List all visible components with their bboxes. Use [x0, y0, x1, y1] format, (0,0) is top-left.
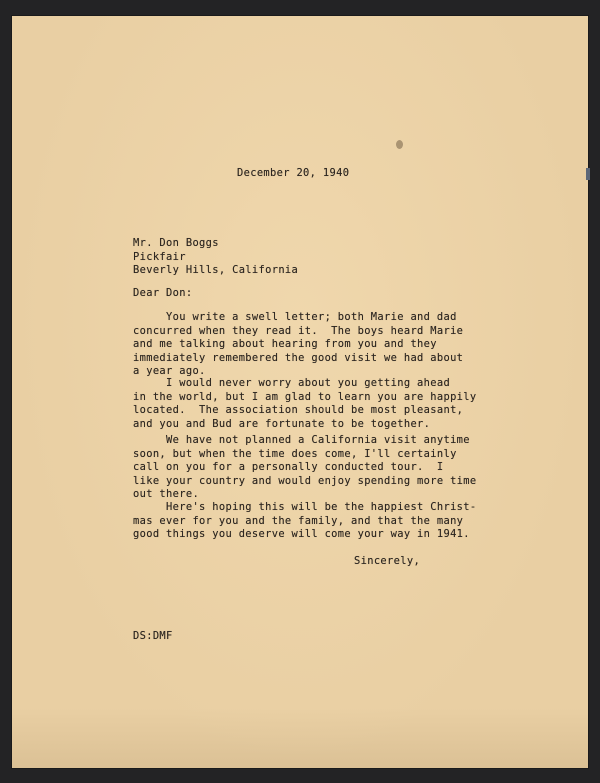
paragraph-2 — [133, 377, 477, 431]
address-line: Beverly Hills, California — [133, 264, 299, 277]
recipient-address — [133, 237, 298, 278]
body-line: out there. — [133, 488, 200, 501]
body-line: and me talking about hearing from you and they — [133, 338, 437, 351]
body-line: call on you for a personally conducted tour. I — [133, 461, 444, 474]
body-line: in the world, but I am glad to learn you are happily — [133, 390, 477, 403]
body-line: concurred when they read it. The boys heard Marie — [133, 324, 464, 337]
body-line: good things you deserve will come your way in 1941. — [133, 528, 470, 541]
body-line: We have not planned a California visit anytime — [133, 434, 470, 446]
body-line: Here's hoping this will be the happiest Christ- — [133, 501, 477, 513]
body-line: soon, but when the time does come, I'll certainly — [133, 447, 457, 460]
ink-spot — [396, 140, 403, 149]
salutation: Dear Don: — [133, 287, 193, 299]
address-line: Mr. Don Boggs — [133, 237, 219, 249]
paragraph-1 — [133, 311, 463, 379]
letter-date: December 20, 1940 — [237, 167, 350, 179]
body-line: immediately remembered the good visit we had about — [133, 351, 464, 364]
reference-initials: DS:DMF — [133, 630, 173, 642]
closing: Sincerely, — [354, 555, 421, 567]
body-line: I would never worry about you getting ahead — [133, 377, 451, 389]
body-line: and you and Bud are fortunate to be together. — [133, 417, 431, 430]
address-line: Pickfair — [133, 250, 186, 263]
body-line: mas ever for you and the family, and that the many — [133, 514, 464, 527]
body-line: like your country and would enjoy spending more time — [133, 474, 477, 487]
paragraph-3 — [133, 434, 477, 502]
paragraph-4 — [133, 501, 477, 542]
body-line: located. The association should be most pleasant, — [133, 404, 464, 417]
edge-tab-mark — [586, 168, 590, 180]
body-line: You write a swell letter; both Marie and dad — [133, 311, 457, 323]
letter-sheet — [12, 16, 588, 768]
body-line: a year ago. — [133, 365, 206, 378]
